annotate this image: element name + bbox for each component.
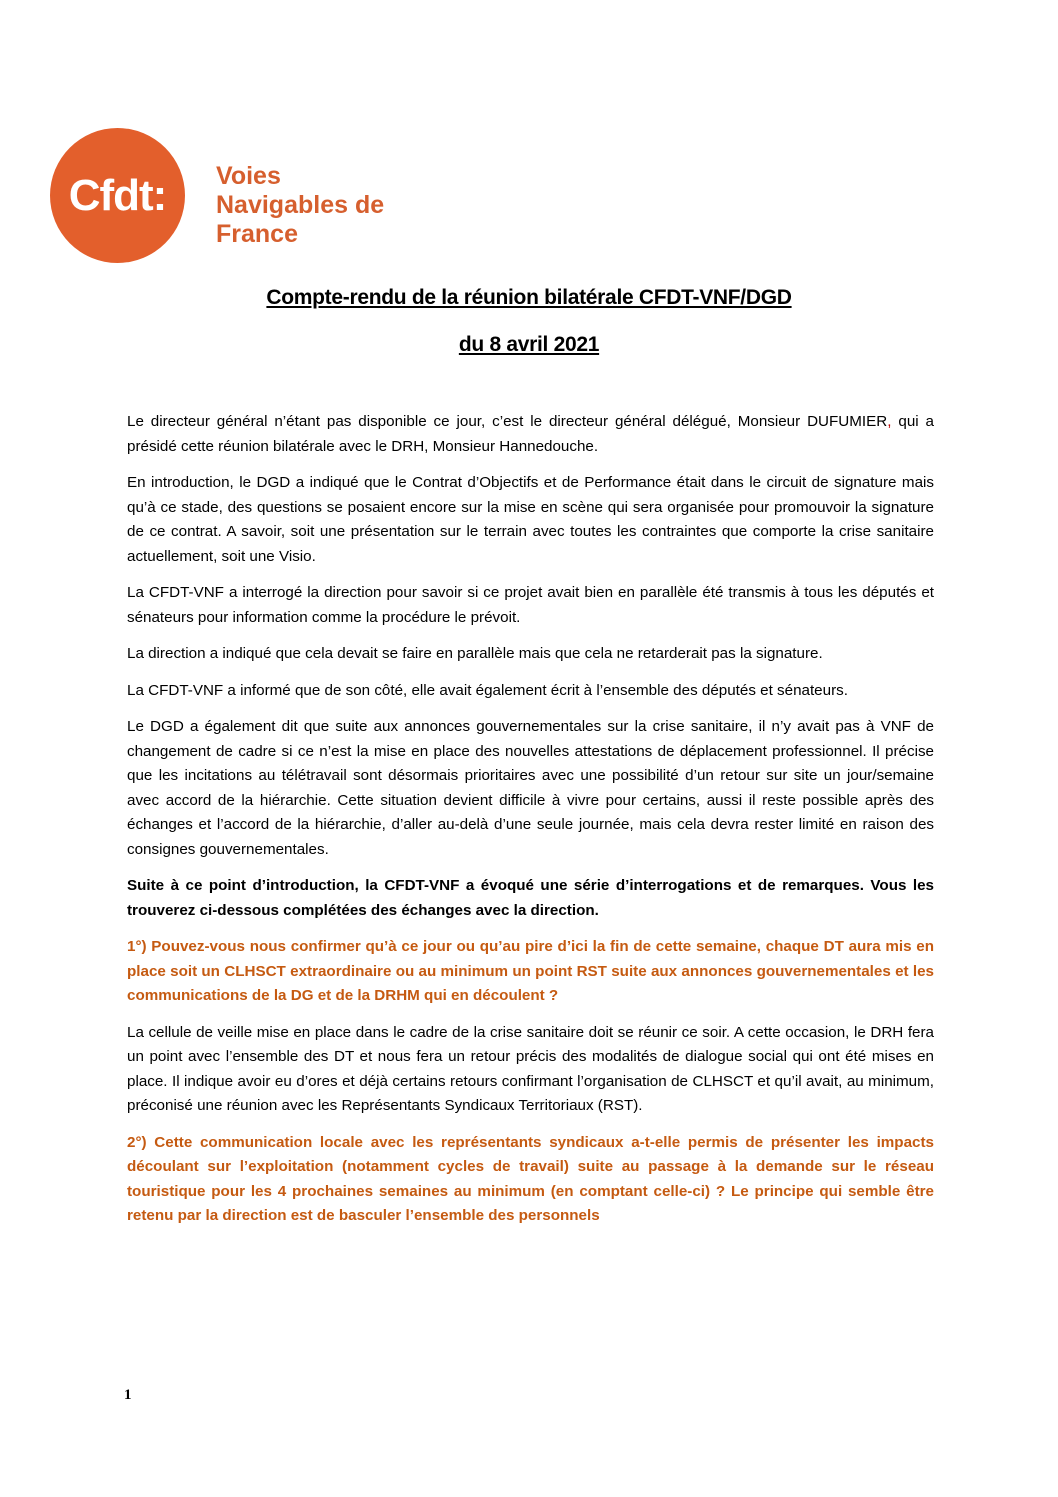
logo-text: [216, 162, 384, 249]
logo-line-3: France: [216, 220, 298, 248]
comment-mark: ,: [887, 413, 892, 430]
document-date: du 8 avril 2021: [458, 333, 600, 356]
paragraph-text: qui a présidé cette réunion bilatérale avec le DRH, Monsieur Hannedouche.: [127, 413, 934, 455]
paragraph-text: Le directeur général n’étant pas disponible ce jour, c’est le directeur général délégué, Monsieur DUFUMIER: [127, 413, 888, 430]
document-body: [127, 410, 934, 1241]
paragraph-contract: En introduction, le DGD a indiqué que le Contrat d’Objectifs et de Performance était dans le circuit de signature mais qu’à ce stade, des questions se posaient encore sur la mise en scène qui sera organisée pour promouvoir la signature de ce contrat. A savoir, soit une présentation sur le terrain avec toutes les contraintes que comporte la crise sanitaire actuellement, soit une Visio.: [127, 474, 934, 565]
paragraph-telework: Le DGD a également dit que suite aux annonces gouvernementales sur la crise sanitaire, il n’y avait pas à VNF de changement de cadre si ce n’est la mise en place des nouvelles attestations de déplacement professionnel. Il précise que les incitations au télétravail sont désormais prioritaires avec une possibilité d’un retour sur site un jour/semaine avec accord de la hiérarchie. Cette situation devient difficile à vivre pour certains, aussi il reste possible après des échanges et l’accord de la hiérarchie, d’aller au-delà d’une seule journée, mais cela devra rester limité en raison des consignes gouvernementales.: [127, 718, 934, 858]
question-2: 2°) Cette communication locale avec les représentants syndicaux a-t-elle permis de présenter les impacts découlant sur l’exploitation (notamment cycles de travail) suite au passage à la demande sur le réseau touristique pour les 4 prochaines semaines au minimum (en comptant celle-ci) ? Le principe qui semble être retenu par la direction est de basculer l’ensemble des personnels: [127, 1133, 934, 1224]
paragraph-direction-answer: La direction a indiqué que cela devait se faire en parallèle mais que cela ne retarderait pas la signature.: [127, 645, 823, 662]
paragraph-transition: Suite à ce point d’introduction, la CFDT-VNF a évoqué une série d’interrogations et de remarques. Vous les trouverez ci-dessous complétées des échanges avec la direction.: [127, 877, 934, 919]
paragraph-cfdt-letter: La CFDT-VNF a informé que de son côté, elle avait également écrit à l’ensemble des députés et sénateurs.: [127, 681, 848, 699]
document-title: Compte-rendu de la réunion bilatérale CFDT-VNF/DGD: [266, 286, 792, 309]
paragraph-deputies-question: La CFDT-VNF a interrogé la direction pour savoir si ce projet avait bien en parallèle été transmis à tous les députés et sénateurs pour information comme la procédure le prévoit.: [127, 584, 934, 626]
paragraph-intro: [127, 410, 934, 459]
logo-circle-icon: [50, 128, 185, 263]
cfdt-logo: [50, 128, 430, 268]
logo-line-2: Navigables de: [216, 191, 385, 219]
page-number: 1: [124, 1387, 132, 1403]
logo-line-1: Voies: [216, 162, 281, 190]
question-1: 1°) Pouvez-vous nous confirmer qu’à ce jour ou qu’au pire d’ici la fin de cette semaine, chaque DT aura mis en place soit un CLHSCT extraordinaire ou au minimum un point RST suite aux annonces gouvernementales et les communications de la DG et de la DRHM qui en découlent ?: [127, 938, 934, 1004]
answer-1: La cellule de veille mise en place dans le cadre de la crise sanitaire doit se réunir ce soir. A cette occasion, le DRH fera un point avec l’ensemble des DT et nous fera un retour précis des modalités de dialogue social qui ont été mises en place. Il indique avoir eu d’ores et déjà certains retours confirmant l’organisation de CLHSCT et qu’il avait, au minimum, préconisé une réunion avec les Représentants Syndicaux Territoriaux (RST).: [127, 1023, 934, 1114]
logo-mark: Cfdt:: [68, 170, 167, 220]
